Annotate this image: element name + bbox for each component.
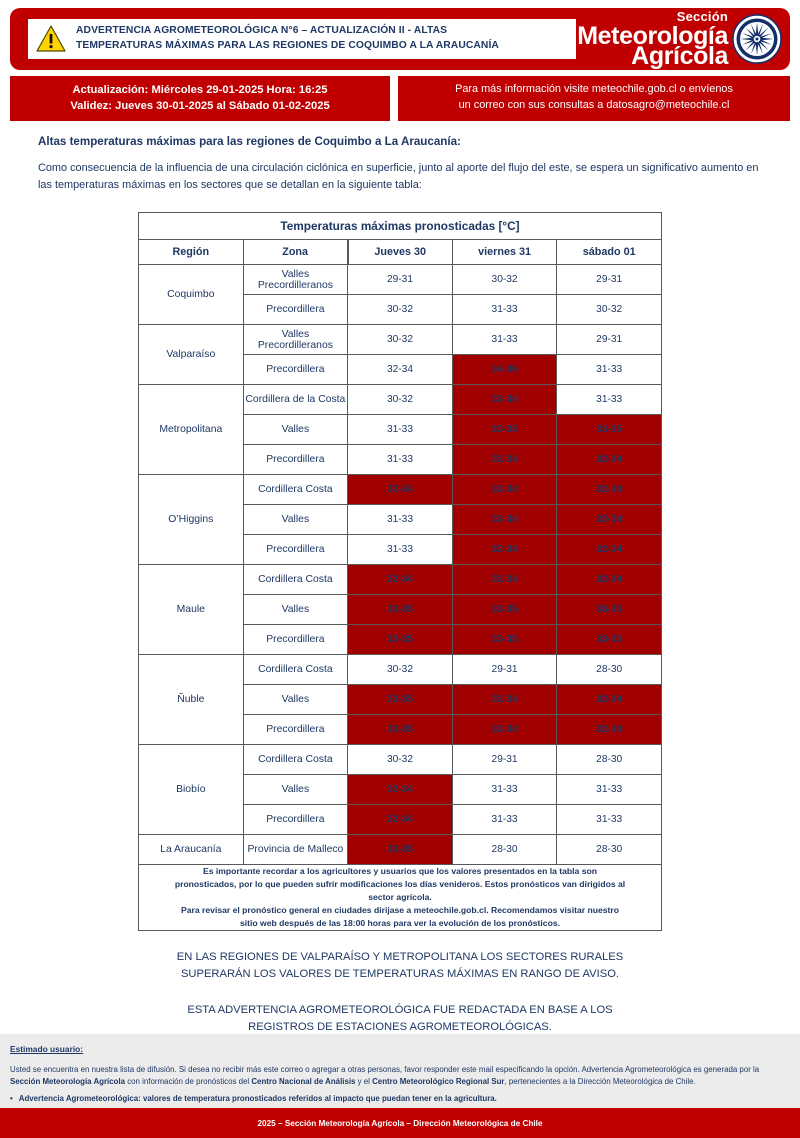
temp-value-cell: 34-36 [452,355,557,385]
user-note-part1: Usted se encuentra en nuestra lista de difusión. Si desea no recibir más este correo o agregar a otras personas, favor responder este mail especificando la opción. Advertencia Agrometeorológica es generada por la [10,1064,760,1074]
brand-line1: Meteorología [577,22,728,50]
temp-value-cell: 31-33 [557,805,662,835]
note-line1: Es importante recordar a los agricultores y usuarios que los valores presentados en la tabla son [202,866,597,877]
temp-value-cell: 33-35 [348,835,453,865]
region-cell: La Araucanía [139,835,244,865]
temp-value-cell: 32-34 [557,715,662,745]
temp-value-cell: 33-35 [348,625,453,655]
contact-line2: un correo con sus consultas a datosagro@meteochile.cl [458,98,730,111]
user-note-part4: , pertenecientes a la Dirección Meteorológica de Chile. [504,1077,696,1087]
temp-value-cell: 29-31 [452,655,557,685]
note-line5: sitio web después de las 18:00 horas para ver la evolución de los pronósticos. [240,917,560,928]
temp-value-cell: 30-32 [348,295,453,325]
temp-value-cell: 30-32 [557,295,662,325]
table-note [139,865,662,930]
table-title: Temperaturas máximas pronosticadas [°C] [139,213,662,240]
zone-cell: Precordillera [243,715,348,745]
col-header-sabado: sábado 01 [557,240,662,265]
validity-range: Validez: Jueves 30-01-2025 al Sábado 01-02-2025 [70,100,330,113]
temp-value-cell: 32-34 [557,445,662,475]
table-note-row [139,865,662,930]
region-cell: Metropolitana [139,385,244,475]
table-row [139,475,662,505]
note-line2: pronosticados, por lo que pueden sufrir modificaciones los días venideros. Estos pronósticos van dirigidos al [174,879,626,890]
warning-title-line1: ADVERTENCIA AGROMETEOROLÓGICA N°6 – ACTUALIZACIÓN II - ALTAS [76,25,448,37]
temp-value-cell: 32-34 [557,535,662,565]
closing-section [60,949,740,1036]
temp-value-cell: 33-35 [452,625,557,655]
closing-2-line2: REGISTROS DE ESTACIONES AGROMETEOROLÓGICAS. [248,1021,552,1034]
user-note-part2: con información de pronósticos del [125,1077,252,1087]
footer-text: 2025 – Sección Meteorología Agrícola – Dirección Meteorológica de Chile [257,1118,543,1128]
region-cell: Biobío [139,745,244,835]
temp-value-cell: 32-34 [452,445,557,475]
closing-paragraph-1 [60,949,740,983]
temp-value-cell: 32-34 [348,475,453,505]
user-note-bold2: Centro Nacional de Análisis [251,1077,356,1087]
temp-value-cell: 33-35 [557,625,662,655]
temp-value-cell: 29-31 [452,745,557,775]
temp-value-cell: 30-32 [452,265,557,295]
bullet-marker-icon: • [10,1094,13,1104]
region-cell: Ñuble [139,655,244,745]
zone-cell: Valles [243,685,348,715]
temp-value-cell: 32-34 [452,685,557,715]
temp-value-cell: 29-31 [557,265,662,295]
note-line3: sector agrícola. [368,892,432,903]
temp-value-cell: 31-33 [452,775,557,805]
region-cell: Coquimbo [139,265,244,325]
zone-cell: Cordillera de la Costa [243,385,348,415]
page-footer-bar [0,1108,800,1138]
temp-value-cell: 29-31 [348,265,453,295]
zone-cell: Precordillera [243,805,348,835]
zone-cell: Valles Precordilleranos [243,325,348,355]
brand-block [577,10,728,69]
update-validity-box [10,76,390,121]
closing-2-line1: ESTA ADVERTENCIA AGROMETEOROLÓGICA FUE REDACTADA EN BASE A LOS [187,1004,613,1017]
temp-value-cell: 28-30 [452,835,557,865]
temp-value-cell: 31-33 [348,415,453,445]
region-cell: Maule [139,565,244,655]
page-title: Altas temperaturas máximas para las regiones de Coquimbo a La Araucanía: [38,135,461,149]
temp-value-cell: 32-34 [452,535,557,565]
zone-cell: Precordillera [243,295,348,325]
temp-value-cell: 32-34 [452,475,557,505]
zone-cell: Valles [243,415,348,445]
temp-value-cell: 30-32 [348,325,453,355]
temp-value-cell: 33-35 [557,595,662,625]
user-note-bullet-item [10,1093,790,1106]
temp-value-cell: 33-35 [348,715,453,745]
warning-title-box [28,19,576,59]
table-row [139,745,662,775]
temp-value-cell: 32-34 [348,565,453,595]
table-row [139,325,662,355]
user-note-bold1: Sección Meteorología Agrícola [10,1077,126,1087]
forecast-table-wrapper [138,212,662,930]
temp-value-cell: 29-31 [557,325,662,355]
temp-value-cell: 31-33 [452,805,557,835]
meteochile-logo-icon [732,14,782,64]
table-row [139,265,662,295]
user-note-bullet-text: Advertencia Agrometeorológica: valores de temperatura pronosticados referidos al impacto que puedan tener en la agricultura. [18,1094,497,1104]
temp-value-cell: 31-33 [452,295,557,325]
zone-cell: Precordillera [243,535,348,565]
temp-value-cell: 32-34 [348,355,453,385]
closing-1-line1: EN LAS REGIONES DE VALPARAÍSO Y METROPOLITANA LOS SECTORES RURALES [176,950,624,963]
temp-value-cell: 32-34 [348,775,453,805]
warning-title-line2: TEMPERATURAS MÁXIMAS PARA LAS REGIONES DE COQUIMBO A LA ARAUCANÍA [76,40,499,51]
forecast-table-foot [139,865,662,930]
temp-value-cell: 33-35 [348,685,453,715]
forecast-table-body [139,265,662,865]
closing-paragraph-2 [60,1002,740,1036]
zone-cell: Cordillera Costa [243,745,348,775]
note-line4: Para revisar el pronóstico general en ciudades dirijase a meteochile.gob.cl. Recomendamos visitar nuestro [181,904,619,915]
region-cell: Valparaíso [139,325,244,385]
contact-info-box [398,76,790,121]
temp-value-cell: 31-33 [557,385,662,415]
table-row [139,385,662,415]
user-note-section [0,1034,800,1108]
alert-header-banner [10,8,790,70]
zone-cell: Valles [243,775,348,805]
update-datetime: Actualización: Miércoles 29-01-2025 Hora: 16:25 [72,84,328,96]
temp-value-cell: 32-34 [452,565,557,595]
temp-value-cell: 31-33 [557,775,662,805]
temp-value-cell: 32-34 [452,385,557,415]
forecast-table [138,212,662,930]
zone-cell: Precordillera [243,445,348,475]
temp-value-cell: 31-33 [348,535,453,565]
intro-paragraph: Como consecuencia de la influencia de una circulación ciclónica en superficie, junto al aporte del flujo del este, se espera un significativo aumento en las temperaturas máximas en los sectores que se detallan en la siguiente tabla: [38,162,759,192]
temp-value-cell: 31-33 [452,325,557,355]
col-header-viernes: viernes 31 [452,240,557,265]
table-row [139,655,662,685]
zone-cell: Valles [243,595,348,625]
temp-value-cell: 28-30 [557,745,662,775]
zone-cell: Valles Precordilleranos [243,265,348,295]
temp-value-cell: 31-33 [348,445,453,475]
temp-value-cell: 32-34 [452,505,557,535]
temp-value-cell: 32-34 [557,565,662,595]
table-header-row [139,240,662,265]
col-header-region: Región [139,240,244,265]
temp-value-cell: 32-34 [557,685,662,715]
zone-cell: Cordillera Costa [243,475,348,505]
zone-cell: Precordillera [243,625,348,655]
intro-section [38,135,764,194]
user-note-bold3: Centro Meteorológico Regional Sur [372,1077,505,1087]
temp-value-cell: 30-32 [348,655,453,685]
temp-value-cell: 32-34 [557,475,662,505]
temp-value-cell: 30-32 [348,745,453,775]
table-row [139,565,662,595]
temp-value-cell: 28-30 [557,835,662,865]
brand-line2: Agrícola [631,42,728,70]
temp-value-cell: 28-30 [557,655,662,685]
zone-cell: Cordillera Costa [243,565,348,595]
region-cell: O’Higgins [139,475,244,565]
temp-value-cell: 32-34 [348,805,453,835]
warning-triangle-icon [36,25,66,53]
temp-value-cell: 32-34 [557,505,662,535]
temp-value-cell: 30-32 [348,385,453,415]
info-banner-row [10,76,790,121]
temp-value-cell: 33-35 [348,595,453,625]
warning-title-text [76,24,499,53]
col-header-zona: Zona [243,240,348,265]
contact-line1: Para más información visite meteochile.gob.cl o envíenos [455,83,733,95]
user-note-part3: y el [355,1077,373,1087]
temp-value-cell: 33-35 [557,415,662,445]
table-title-row [139,213,662,240]
temp-value-cell: 31-33 [557,355,662,385]
temp-value-cell: 31-33 [348,505,453,535]
forecast-table-head [139,213,662,265]
temp-value-cell: 33-35 [452,595,557,625]
user-note-body [10,1064,790,1090]
temp-value-cell: 32-34 [452,715,557,745]
zone-cell: Valles [243,505,348,535]
zone-cell: Provincia de Malleco [243,835,348,865]
brand-seccion-label: Sección [676,9,728,24]
zone-cell: Precordillera [243,355,348,385]
closing-1-line2: SUPERARÁN LOS VALORES DE TEMPERATURAS MÁXIMAS EN RANGO DE AVISO. [180,967,620,980]
col-header-jueves: Jueves 30 [348,240,453,265]
zone-cell: Cordillera Costa [243,655,348,685]
temp-value-cell: 33-35 [452,415,557,445]
user-note-heading: Estimado usuario: [10,1044,84,1054]
table-row [139,835,662,865]
